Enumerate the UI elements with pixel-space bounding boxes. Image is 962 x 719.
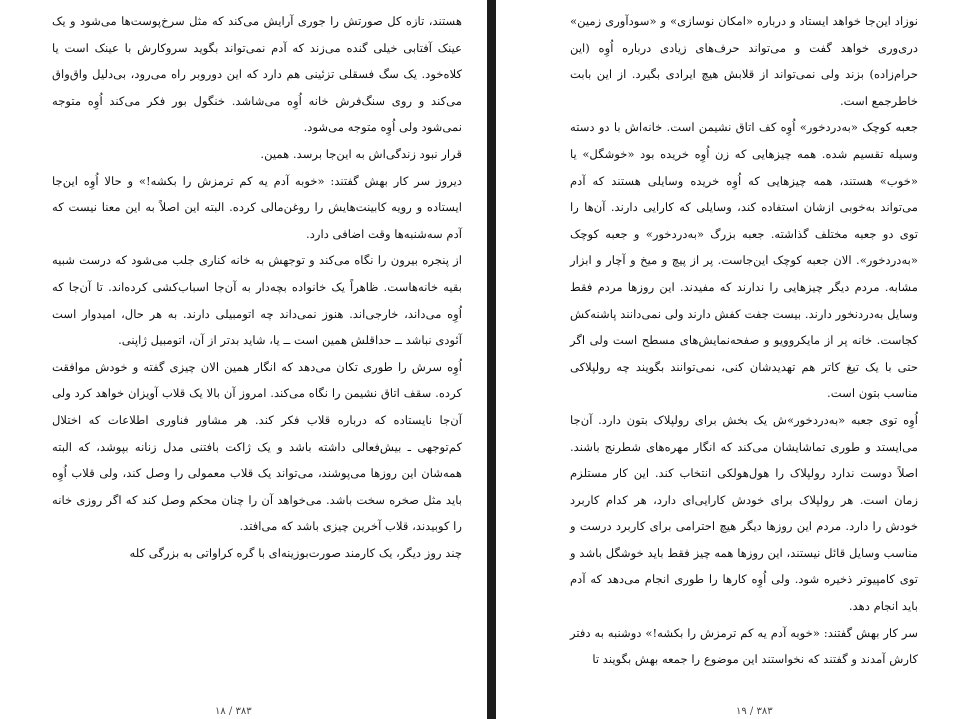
paragraph: سر کار بهش گفتند: «خوبه آدم یه کم ترمزش را بکشه!» دوشنبه به دفتر کارش آمدند و گفتند که نخواستند این موضوع را جمعه بهش بگویند تا	[570, 625, 918, 667]
right-page-text	[570, 8, 918, 673]
left-page-text	[52, 8, 462, 566]
paragraph: دیروز سر کار بهش گفتند: «خوبه آدم یه کم ترمزش را بکشه!» و حالا اُوِه این‌جا ایستاده و رویه کابینت‌هایش را روغن‌مالی کرده. البته این اصلاً به این معنا نیست که آدم سه‌شنبه‌ها وقت اضافی دارد.	[52, 173, 462, 241]
book-gutter	[487, 0, 496, 719]
paragraph: جعبه کوچک «به‌دردخور» اُوِه کف اتاق نشیمن است. خانه‌اش با دو دسته وسیله تقسیم شده. همه چیزهایی که زن اُوِه خریده بود «خوشگل» یا «خوب» هستند، همه چیزهایی که اُوِه خریده وسایلی هستند که آدم می‌تواند به‌خوبی ازشان استفاده کند، وسایلی که کارایی دارند. آن‌ها را توی دو جعبه مختلف گذاشته. جعبه بزرگ «به‌دردخور» و جعبه کوچک «به‌دردخور». الان جعبه کوچک این‌جاست. پر از پیچ و میخ و آچار و ابزار مشابه. مردم دیگر چیزهایی را ندارند که مفیدند. این روزها مردم فقط وسایل به‌دردنخور دارند. بیست جفت کفش دارند ولی نمی‌دانند پاشنه‌کش کجاست. خانه پر از مایکروویو و صفحه‌نمایش‌های مسطح است ولی اگر حتی با یک تیغ کاتر هم تهدیدشان کنی، نمی‌توانند بگویند چه رولپلاکی مناسب بتون است.	[570, 120, 918, 401]
page-number: ۳۸۳ / ۱۹	[736, 706, 773, 717]
paragraph: اُوِه توی جعبه «به‌دردخور»ش یک بخش برای رولپلاک بتون دارد. آن‌جا می‌ایستد و طوری تماشایشان می‌کند که انگار مهره‌های شطرنج باشند. اصلاً دوست ندارد رولپلاک را هول‌هولکی انتخاب کند. این کار مستلزم زمان است. هر رولپلاک برای خودش کارایی‌ای دارد، هر کدام کاربرد خودش را دارد. مردم این روزها دیگر هیچ احترامی برای کاربرد درست و مناسب وسایل قائل نیستند، این روزها همه چیز فقط باید خوشگل باشد و توی کامپیوتر ذخیره شود. ولی اُوِه کارها را طوری انجام می‌دهد که آدم باید انجام دهد.	[570, 412, 918, 614]
paragraph: چند روز دیگر، یک کارمند صورت‌بوزینه‌ای با گره کراواتی به بزرگی کله	[129, 545, 462, 560]
paragraph: قرار نبود زندگی‌اش به این‌جا برسد. همین.	[260, 146, 462, 161]
right-page	[496, 0, 962, 719]
paragraph: از پنجره بیرون را نگاه می‌کند و توجهش به خانه کناری جلب می‌شود که درست شبیه بقیه خانه‌هاست. ظاهراً یک خانواده بچه‌دار به آن‌جا اسباب‌کشی کرده‌اند. تا آن‌جا که اُوِه می‌داند، خارجی‌اند. هنوز نمی‌داند چه اتومبیلی دارند. به هر حال، امیدوار است آئودی نباشد ــ حداقلش همین است ــ یا، شاید بدتر از آن، اتومبیل ژاپنی.	[52, 253, 462, 348]
paragraph: نوزاد این‌جا خواهد ایستاد و درباره «امکان نوسازی» و «سودآوری زمین» دری‌وری خواهد گفت و می‌تواند حرف‌های زیادی درباره اُوِه (این حرام‌زاده) بزند ولی نمی‌تواند از قلابش هیچ ایرادی بگیرد. از این بابت خاطرجمع است.	[570, 14, 918, 108]
paragraph: هستند، تازه کل صورتش را جوری آرایش می‌کند که مثل سرخ‌پوست‌ها می‌شود و یک عینک آفتابی خیلی گنده می‌زند که آدم نمی‌تواند بگوید سروکارش با عینک است یا کلاه‌خود. یک سگ فسقلی تزئینی هم دارد که این دوروبر راه می‌رود، بی‌دلیل واق‌واق می‌کند و روی سنگ‌فرش خانه اُوِه می‌شاشد. خنگول بور فکر می‌کند اُوِه متوجه نمی‌شود ولی اُوِه متوجه می‌شود.	[52, 14, 463, 135]
paragraph: اُوِه سرش را طوری تکان می‌دهد که انگار همین الان چیزی گفته و خودش موافقت کرده. سقف اتاق نشیمن را نگاه می‌کند. امروز آن بالا یک قلاب آویزان خواهد کرد ولی آن‌جا نایستاده که درباره قلاب فکر کند. هر مشاور فناوری اطلاعات که اختلال کم‌توجهی ـ بیش‌فعالی داشته باشد و یک ژاکت بافتنی مدل زنانه بپوشد، که البته همه‌شان این روزها می‌پوشند، می‌تواند یک قلاب معمولی را وصل کند، ولی قلاب اُوِه باید مثل صخره سخت باشد. می‌خواهد آن را چنان محکم وصل کند که اگر روزی خانه را کوبیدند، قلاب آخرین چیزی باشد که می‌افتد.	[52, 359, 462, 534]
page-number: ۳۸۳ / ۱۸	[215, 706, 252, 717]
